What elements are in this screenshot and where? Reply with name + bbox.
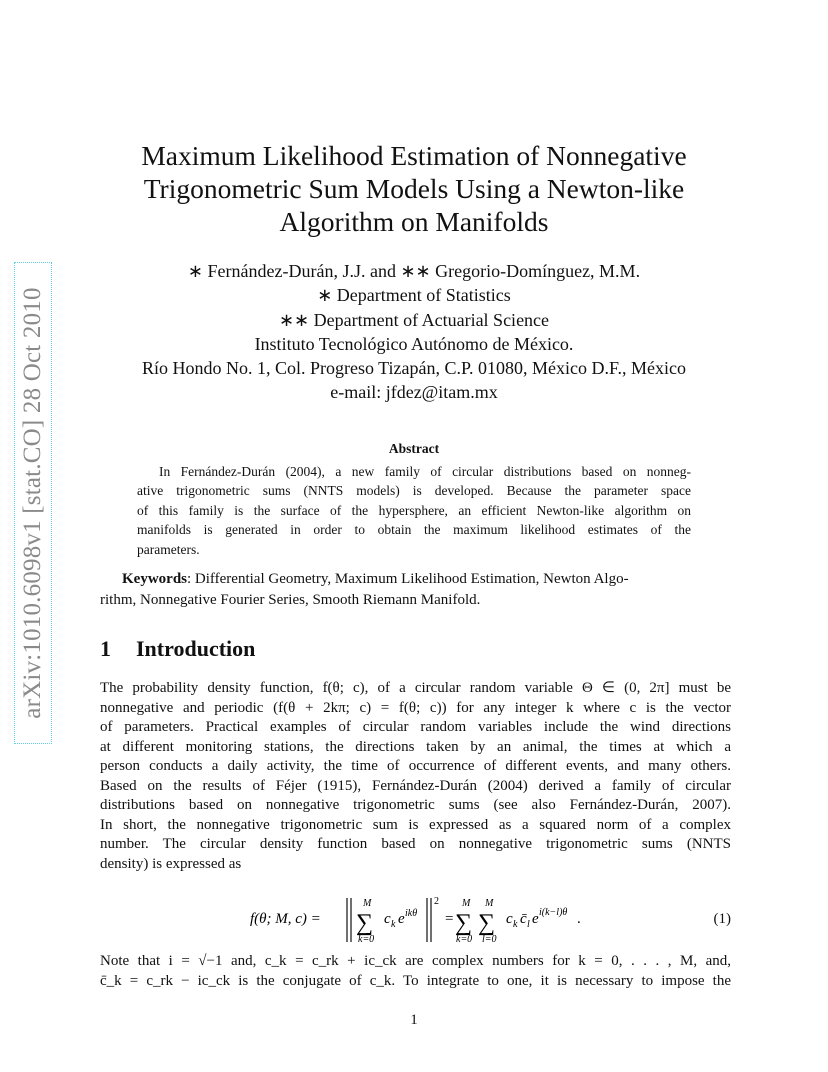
coef-c: c — [384, 911, 391, 927]
coef-subscript: l — [527, 919, 530, 930]
sum-upper-limit: M — [363, 898, 372, 909]
title-line: Trigonometric Sum Models Using a Newton-like — [143, 173, 685, 204]
title-line: Maximum Likelihood Estimation of Nonnegative — [141, 140, 687, 171]
sum-symbol: ∑ — [478, 910, 496, 936]
conjugate-coef: c̄ — [520, 911, 527, 927]
intro-line: of parameters. Practical examples of circular random variables include the wind directions — [100, 719, 731, 735]
intro-line: Based on the results of Féjer (1915), Fernández-Durán (2004) derived a family of circular — [100, 777, 731, 794]
email-line: e-mail: jfdez@itam.mx — [330, 382, 498, 403]
intro-line: distributions based on nonnegative trigonometric sums (see also Fernández-Durán, 2007). — [100, 797, 731, 813]
abstract-body — [137, 462, 691, 559]
arxiv-stamp — [14, 262, 52, 744]
keywords-text: rithm, Nonnegative Fourier Series, Smooth Riemann Manifold. — [100, 592, 481, 608]
keywords-block — [100, 569, 728, 611]
equation-lhs: f(θ; M, c) = — [250, 911, 321, 927]
exp-power: i(k−l)θ — [539, 907, 568, 918]
intro-line: number. The circular density function based on nonnegative trigonometric sums (NNTS — [100, 836, 731, 852]
equation-number: (1) — [713, 911, 731, 927]
exp-e: e — [532, 911, 539, 927]
sum-lower-limit: k=0 — [358, 934, 375, 945]
intro-line: person conducts a daily activity, the time of occurrence of different events, and many others. — [100, 758, 731, 774]
authors-line: ∗ Fernández-Durán, J.J. and ∗∗ Gregorio-Domínguez, M.M. — [187, 261, 641, 281]
equals-sign: = — [445, 911, 454, 927]
abstract-line: of this family is the surface of the hypersphere, an efficient Newton-like algorithm on — [137, 502, 691, 518]
abstract-line: ative trigonometric sums (NNTS models) is developed. Because the parameter space — [137, 483, 691, 499]
section-heading — [100, 636, 255, 662]
nnts-density-equation — [250, 892, 700, 952]
author-block — [100, 259, 728, 405]
intro-line: density) is expressed as — [100, 855, 242, 872]
affiliation-line: ∗∗ Department of Actuarial Science — [278, 309, 550, 330]
title-line: Algorithm on Manifolds — [279, 206, 549, 237]
sum-upper-limit: M — [485, 898, 494, 909]
coef-subscript: k — [391, 919, 396, 930]
sum-lower-limit: l=0 — [482, 934, 497, 945]
equation-period: . — [577, 911, 581, 927]
keywords-label: Keywords — [122, 571, 187, 587]
norm-power: 2 — [434, 896, 439, 907]
text-line: Note that i = √−1 and, c_k = c_rk + ic_ck are complex numbers for k = 0, . . . , M, and, — [100, 953, 731, 969]
intro-line: at different monitoring stations, the directions taken by an animal, the times at which a — [100, 738, 731, 755]
sum-symbol: ∑ — [356, 910, 374, 936]
intro-paragraph — [100, 679, 731, 874]
institution-line: Instituto Tecnológico Autónomo de México. — [254, 333, 574, 354]
intro-line: In short, the nonnegative trigonometric sum is expressed as a squared norm of a complex — [100, 816, 731, 833]
section-number: 1 — [100, 636, 111, 661]
exp-e: e — [398, 911, 405, 927]
intro-line: The probability density function, f(θ; c), of a circular random variable Θ ∈ (0, 2π] must be — [100, 680, 731, 696]
equation-1 — [100, 892, 731, 952]
abstract-heading: Abstract — [388, 441, 440, 456]
abstract-line: In Fernández-Durán (2004), a new family of circular distributions based on nonneg- — [159, 464, 691, 479]
coef-subscript: k — [513, 919, 518, 930]
sum-symbol: ∑ — [455, 910, 473, 936]
intro-line: nonnegative and periodic (f(θ + 2kπ; c) = f(θ; c)) for any integer k where c is the vector — [100, 699, 731, 716]
arxiv-stamp-text: arXiv:1010.6098v1 [stat.CO] 28 Oct 2010 — [19, 287, 46, 719]
section-title: Introduction — [136, 636, 256, 661]
coef-c: c — [506, 911, 513, 927]
text-line: c̄_k = c_rk − ic_ck is the conjugate of c_k. To integrate to one, it is necessary to impose the — [100, 972, 731, 989]
abstract-line: parameters. — [137, 541, 200, 557]
paper-title — [100, 139, 728, 238]
affiliation-line: ∗ Department of Statistics — [317, 285, 511, 306]
post-equation-paragraph — [100, 952, 731, 991]
abstract-line: manifolds is generated in order to obtain the maximum likelihood estimates of the — [137, 522, 691, 538]
sum-lower-limit: k=0 — [456, 934, 473, 945]
sum-upper-limit: M — [462, 898, 471, 909]
page-number: 1 — [410, 1012, 418, 1028]
keywords-text: : Differential Geometry, Maximum Likelihood Estimation, Newton Algo- — [187, 571, 629, 587]
address-line: Río Hondo No. 1, Col. Progreso Tizapán, C.P. 01080, México D.F., México — [141, 358, 687, 379]
exp-power: ikθ — [405, 908, 418, 919]
